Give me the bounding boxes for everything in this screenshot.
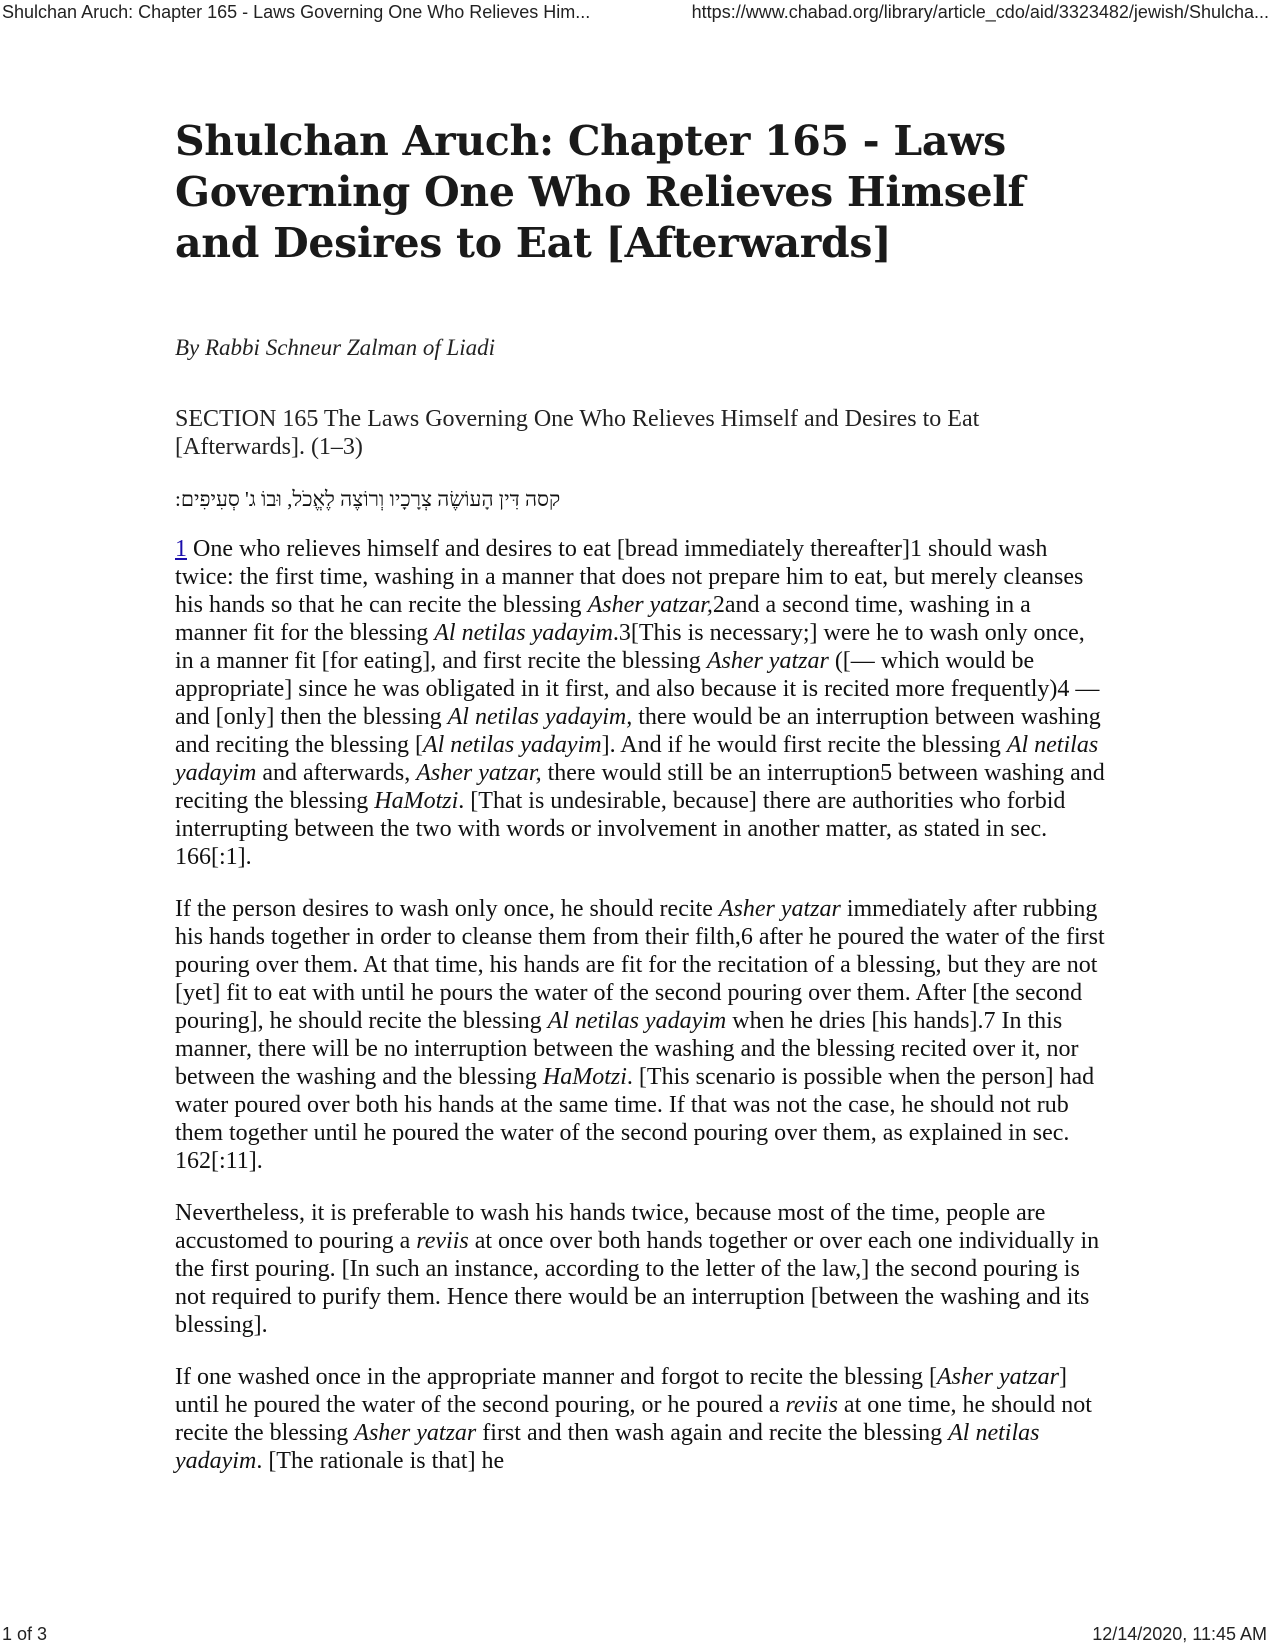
text-span: . [That is undesirable, because] there are authorities who forbid interrupting between the two with words or involvement in another matter, as stated in sec. 166[:1]. (175, 788, 1066, 870)
text-span: . [The rationale is that] he (256, 1448, 505, 1474)
text-span: Nevertheless, it is preferable to wash his hands twice, because most of the time, people are accustomed to pouring a (175, 1200, 1046, 1254)
paragraph-4 (175, 1363, 1105, 1475)
italic-term: Asher yatzar (354, 1420, 477, 1446)
text-span: there would be an interruption between washing and reciting the blessing [ (175, 704, 1101, 758)
italic-term: Al netilas yadayim, (447, 704, 633, 730)
italic-term: HaMotzi (542, 1064, 627, 1090)
print-datetime: 12/14/2020, 11:45 AM (1092, 1624, 1267, 1644)
italic-term: Asher yatzar (706, 648, 829, 674)
print-header-title: Shulchan Aruch: Chapter 165 - Laws Governing One Who Relieves Him... (2, 2, 591, 22)
text-span: 2and a second time, washing in a manner fit for the blessing (175, 592, 1031, 646)
italic-term: reviis (416, 1228, 469, 1254)
italic-term: Al netilas yadayim (547, 1008, 727, 1034)
text-span: ]. And if he would first recite the blessing (601, 732, 1007, 758)
text-span: One who relieves himself and desires to eat [bread immediately thereafter]1 should wash twice: the first time, washing in a manner that does not prepare him to eat, but merely cleanses his hands so that he can recite the blessing (175, 536, 1084, 618)
italic-term: reviis (785, 1392, 838, 1418)
text-span: at once over both hands together or over each one individually in the first pouring. [In such an instance, according to the letter of the law,] the second pouring is not required to purify them. Hence there would be an interruption [between the washing and its blessing]. (175, 1228, 1100, 1338)
article-title: Shulchan Aruch: Chapter 165 - Laws Governing One Who Relieves Himself and Desires to Eat [Afterwards] (175, 117, 1025, 267)
print-footer (0, 1621, 1275, 1645)
text-span: ] until he poured the water of the second pouring, or he poured a (175, 1364, 1067, 1418)
print-header (0, 2, 1275, 28)
paragraph-2 (175, 895, 1105, 1175)
text-span: when he dries [his hands].7 In this manner, there will be no interruption between the washing and the blessing recited over it, nor between the washing and the blessing (175, 1008, 1079, 1090)
italic-term: Asher yatzar, (587, 592, 713, 618)
italic-term: HaMotzi (374, 788, 459, 814)
byline: By Rabbi Schneur Zalman of Liadi (175, 335, 496, 360)
text-span: . [This scenario is possible when the person] had water poured over both his hands at the same time. If that was not the case, he should not rub them together until he poured the water of the second pouring over them, as explained in sec. 162[:11]. (175, 1064, 1095, 1174)
italic-term: Al netilas yadayim (175, 732, 1099, 786)
italic-term: Al netilas yadayim (434, 620, 613, 646)
text-span: first and then wash again and recite the blessing (476, 1420, 949, 1446)
italic-term: Asher yatzar (936, 1364, 1059, 1390)
text-span: If the person desires to wash only once, he should recite (175, 896, 719, 922)
paragraph-1 (175, 535, 1105, 871)
text-span: immediately after rubbing his hands together in order to cleanse them from their filth,6 after he poured the water of the first pouring over them. At that time, his hands are fit for the recitation of a blessing, but they are not [yet] fit to eat with until he pours the water of the second pouring over them. After [the second pouring], he should recite the blessing (175, 896, 1105, 1034)
paragraph-3 (175, 1199, 1105, 1339)
text-span: at one time, he should not recite the blessing (175, 1392, 1092, 1446)
footnote-link-1[interactable]: 1 (175, 536, 187, 562)
section-heading: SECTION 165 The Laws Governing One Who Relieves Himself and Desires to Eat [Afterwards]. (1–3) (175, 406, 980, 460)
article (175, 116, 1105, 1499)
italic-term: Al netilas yadayim (422, 732, 602, 758)
italic-term: Asher yatzar (718, 896, 841, 922)
print-header-url: https://www.chabad.org/library/article_cdo/aid/3323482/jewish/Shulcha... (691, 2, 1269, 22)
text-span: ([— which would be appropriate] since he was obligated in it first, and also because it is recited more frequently)4 — and [only] then the blessing (175, 648, 1100, 730)
text-span: there would still be an interruption5 between washing and reciting the blessing (175, 760, 1105, 814)
text-span: If one washed once in the appropriate manner and forgot to recite the blessing [ (175, 1364, 937, 1390)
page-number: 1 of 3 (2, 1624, 48, 1644)
text-span: .3[This is necessary;] were he to wash only once, in a manner fit [for eating], and first recite the blessing (175, 620, 1085, 674)
italic-term: Asher yatzar, (416, 760, 542, 786)
text-span: and afterwards, (256, 760, 417, 786)
italic-term: Al netilas yadayim (175, 1420, 1040, 1474)
hebrew-heading: קסה דִּין הָעוֹשֶׂה צְרָכָיו וְרוֹצֶה לֶאֱכֹל, וּבוֹ ג' סְעִיפִים: (175, 487, 561, 511)
